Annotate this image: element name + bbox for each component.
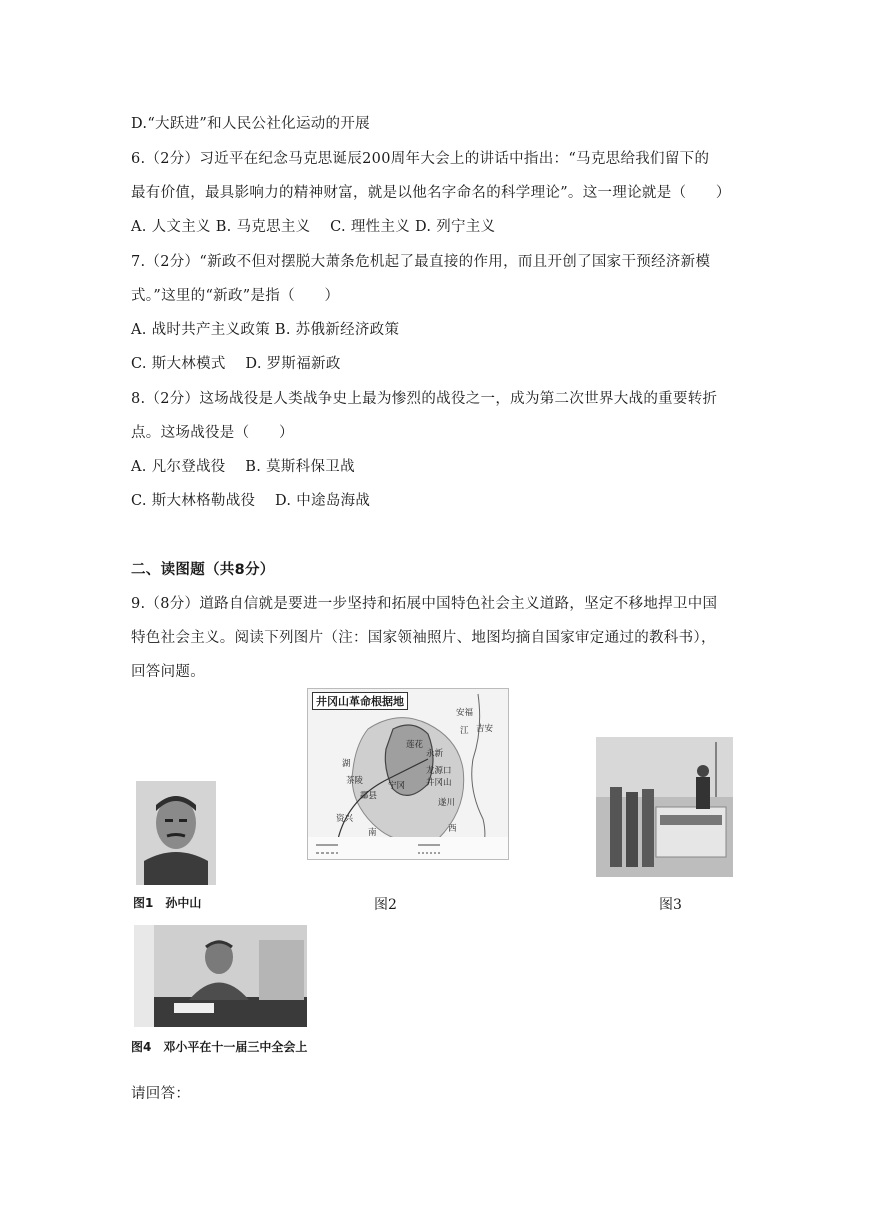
map-label: 龙源口 [426, 766, 452, 776]
figure-1-caption: 图1 孙中山 [133, 896, 202, 910]
figure-3-photo [596, 737, 733, 877]
map-label: 井冈山 [426, 778, 452, 788]
section-heading: 二、读图题（共8分） [131, 562, 275, 578]
q8-options-1: A. 凡尔登战役 B. 莫斯科保卫战 [131, 459, 355, 475]
answer-prompt: 请回答： [131, 1086, 191, 1102]
q6-line2: 最有价值，最具影响力的精神财富，就是以他名字命名的科学理论”。这一理论就是（ ） [131, 185, 731, 201]
map-label: 南 [368, 828, 377, 838]
map-label: 遂川 [438, 798, 456, 808]
portrait-image [136, 781, 216, 885]
map-label: 资兴 [336, 814, 354, 824]
q9-line2: 特色社会主义。阅读下列图片（注：国家领袖照片、地图均摘自国家审定通过的教科书）， [131, 630, 716, 646]
map-image [308, 689, 508, 859]
q9-line3: 回答问题。 [131, 664, 205, 680]
q6-line1: 6.（2分）习近平在纪念马克思诞辰200周年大会上的讲话中指出：“马克思给我们留下的 [131, 151, 710, 167]
map-label: 莲花 [406, 740, 424, 750]
figure-4-caption: 图4 邓小平在十一届三中全会上 [131, 1040, 308, 1054]
q9-line1: 9.（8分）道路自信就是要进一步坚持和拓展中国特色社会主义道路，坚定不移地捍卫中国 [131, 596, 718, 612]
map-label: 江 [460, 726, 469, 736]
ceremony-image [596, 737, 733, 877]
q7-line1: 7.（2分）“新政不但对摆脱大萧条危机起了最直接的作用，而且开创了国家干预经济新模 [131, 254, 711, 270]
figure-3-caption: 图3 [659, 897, 682, 913]
map-label: 西 [448, 824, 457, 834]
q7-options-1: A. 战时共产主义政策 B. 苏俄新经济政策 [131, 322, 400, 338]
figure-4-photo [134, 925, 307, 1027]
map-label: 永新 [426, 749, 444, 759]
map-title: 井冈山革命根据地 [312, 692, 408, 710]
figure-2-caption: 图2 [374, 897, 397, 913]
q7-options-2: C. 斯大林模式 D. 罗斯福新政 [131, 356, 341, 372]
map-label: 吉安 [476, 724, 494, 734]
option-d: D.“大跃进”和人民公社化运动的开展 [131, 116, 370, 132]
map-label: 湖 [342, 759, 351, 769]
q7-line2: 式。”这里的“新政”是指（ ） [131, 288, 340, 304]
q8-options-2: C. 斯大林格勒战役 D. 中途岛海战 [131, 493, 371, 509]
map-label: 宁冈 [388, 781, 406, 791]
map-label: 茶陵 [346, 776, 364, 786]
session-image [134, 925, 307, 1027]
map-label: 安福 [456, 708, 474, 718]
map-label: 酃县 [360, 791, 378, 801]
figure-2-map [307, 688, 509, 860]
figure-1-photo [136, 781, 216, 885]
q6-options: A. 人文主义 B. 马克思主义 C. 理性主义 D. 列宁主义 [131, 219, 496, 235]
q8-line2: 点。这场战役是（ ） [131, 425, 294, 441]
q8-line1: 8.（2分）这场战役是人类战争史上最为惨烈的战役之一，成为第二次世界大战的重要转折 [131, 391, 718, 407]
